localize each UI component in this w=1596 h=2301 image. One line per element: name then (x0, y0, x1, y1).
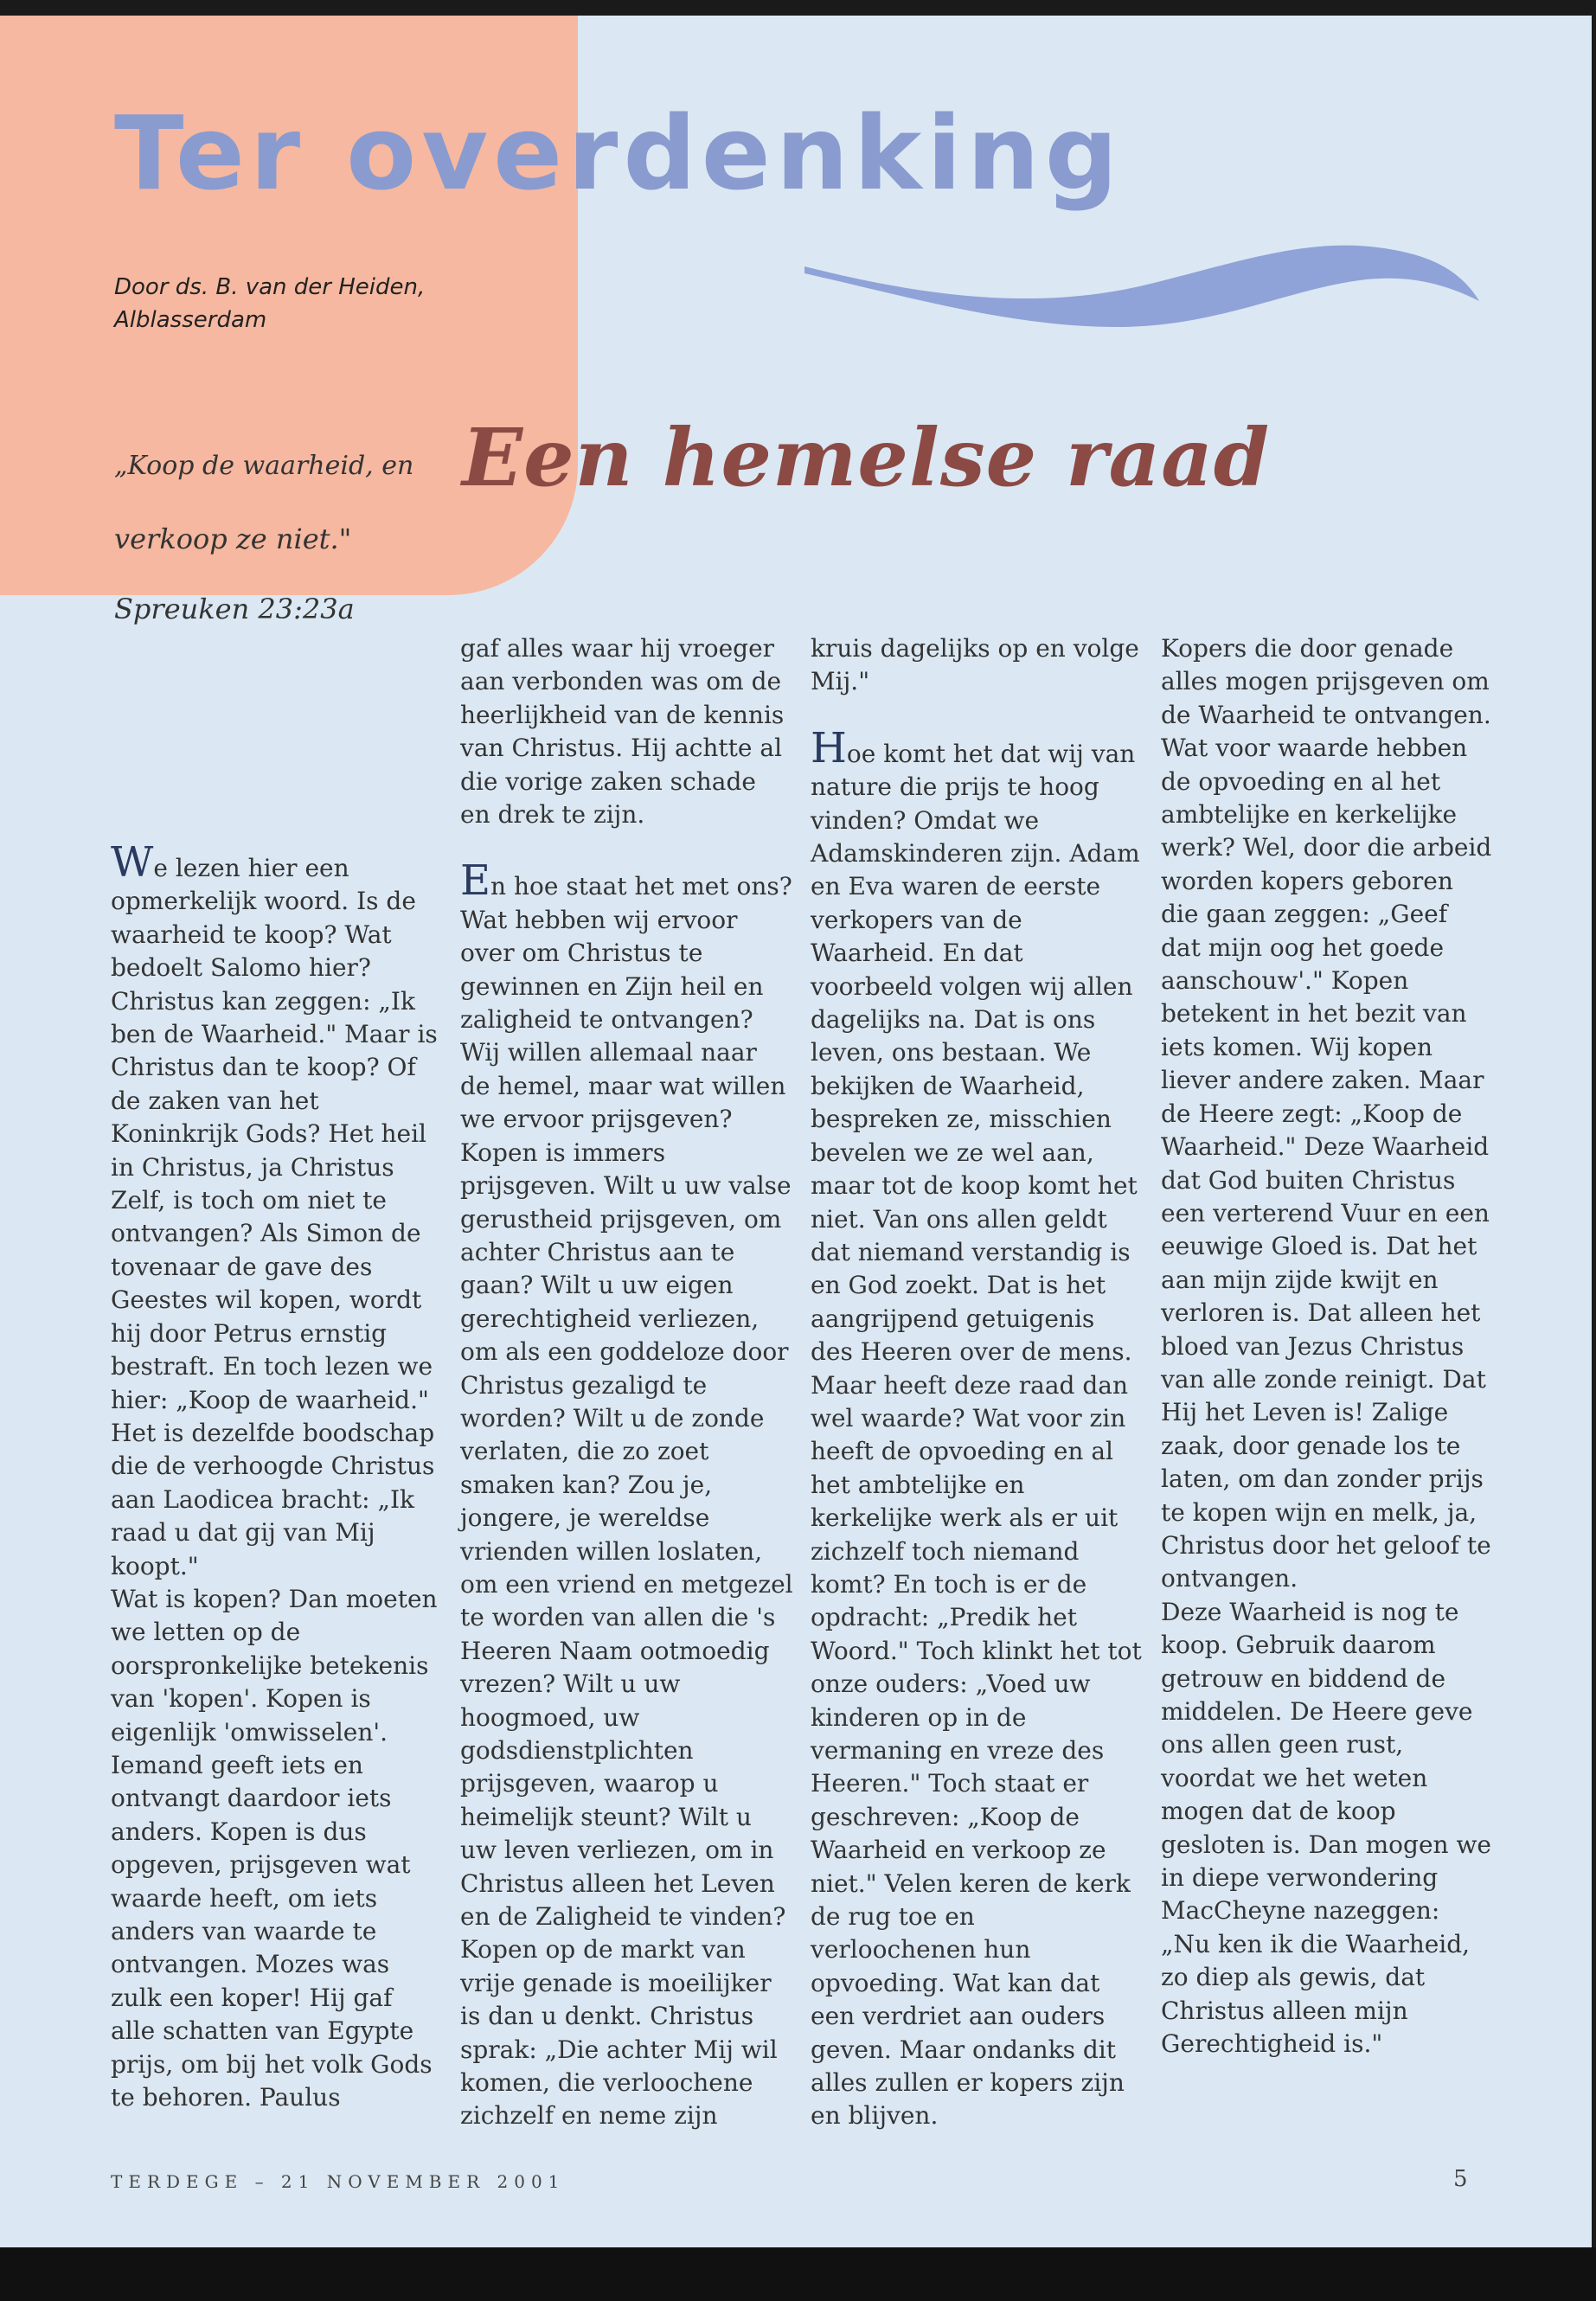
byline-author: Door ds. B. van der Heiden, (114, 274, 426, 300)
quote-source: Spreuken 23:23a (114, 593, 355, 625)
article-paragraph (811, 723, 1144, 1369)
quote-line-1: „Koop de waarheid, en (114, 451, 414, 481)
paragraph-text: Wat voor waarde hebben de opvoeding en al het ambtelijke en kerkelijke werk? Wel, door die arbeid worden kopers geboren die gaan zeggen: „Geef dat mijn oog het goede aanschouw'." Kopen betekent in het bezit van iets komen. Wij kopen liever andere zaken. Maar de Heere zegt: „Koop de Waarheid." Deze Waarheid dat God buiten Christus een verterend Vuur en een eeuwige Gloed is. Dat het aan mijn zijde kwijt en verloren is. Dat alleen het bloed van Jezus Christus van alle zonde reinigt. Dat Hij het Leven is! Zalige zaak, door genade los te laten, om dan zonder prijs te kopen wijn en melk, ja, Christus door het geloof te ontvangen. (1161, 734, 1492, 1593)
article-headline: Een hemelse raad (462, 411, 1271, 504)
article-paragraph (460, 632, 793, 831)
article-paragraph (1161, 1596, 1494, 2061)
article-paragraph (1161, 732, 1494, 1596)
article-column-3 (811, 632, 1144, 2133)
article-paragraph (111, 838, 444, 1583)
page-number: 5 (1453, 2166, 1468, 2192)
paragraph-text: kruis dagelijks op en volge Mij." (811, 634, 1139, 696)
publication-footer: TERDEGE – 21 NOVEMBER 2001 (111, 2171, 566, 2192)
article-paragraph (811, 632, 1144, 699)
article-column-1 (111, 838, 444, 2114)
article-paragraph (811, 1369, 1144, 2133)
paragraph-text: Deze Waarheid is nog te koop. Gebruik daarom getrouw en biddend de middelen. De Heere geve ons allen geen rust, voordat we het weten mogen dat de koop gesloten is. Dan mogen we in diepe verwondering MacCheyne nazeggen: „Nu ken ik die Waarheid, zo diep als gewis, dat Christus alleen mijn Gerechtigheid is." (1161, 1597, 1492, 2059)
quote-line-2: verkoop ze niet." (114, 522, 352, 555)
paragraph-text: gaf alles waar hij vroeger aan verbonden was om de heerlijkheid van de kennis van Christus. Hij achtte al die vorige zaken schade en drek te zijn. (460, 634, 785, 830)
drop-cap: E (460, 856, 491, 906)
paragraph-text: n hoe staat het met ons? Wat hebben wij ervoor over om Christus te gewinnen en Zijn heil en zaligheid te ontvangen? Wij willen allemaal naar de hemel, maar wat willen we ervoor prijsgeven? Kopen is immers prijsgeven. Wilt u uw valse gerustheid prijsgeven, om achter Christus aan te gaan? Wilt u uw eigen gerechtigheid verliezen, om als een goddeloze door Christus gezaligd te worden? Wilt u de zonde verlaten, die zo zoet smaken kan? Zou je, jongere, je wereldse vrienden willen loslaten, om een vriend en metgezel te worden van allen die 's Heeren Naam ootmoedig vrezen? Wilt u uw hoogmoed, uw godsdienstplichten prijsgeven, waarop u heimelijk steunt? Wilt u uw leven verliezen, om in Christus alleen het Leven en de Zaligheid te vinden? Kopen op de markt van vrije genade is moeilijker is dan u denkt. Christus sprak: „Die achter Mij wil komen, die verloochene zichzelf en neme zijn (460, 872, 793, 2131)
paragraph-text: Maar heeft deze raad dan wel waarde? Wat voor zin heeft de opvoeding en al het ambtelijke en kerkelijke werk als er uit zichzelf toch niemand komt? En toch is er de opdracht: „Predik het Woord." Toch klinkt het tot onze ouders: „Voed uw kinderen op in de vermaning en vreze des Heeren." Toch staat er geschreven: „Koop de Waarheid en verkoop ze niet." Velen keren de kerk de rug toe en verloochenen hun opvoeding. Wat kan dat een verdriet aan ouders geven. Maar ondanks dit alles zullen er kopers zijn en blijven. (811, 1370, 1142, 2131)
paragraph-text: Kopers die door genade alles mogen prijsgeven om de Waarheid te ontvangen. (1161, 634, 1491, 729)
article-paragraph (1161, 632, 1494, 732)
byline (114, 271, 425, 336)
wave-decoration-icon (804, 232, 1479, 336)
article-column-4 (1161, 632, 1494, 2061)
magazine-page (0, 16, 1592, 2247)
paragraph-text: Wat is kopen? Dan moeten we letten op de oorspronkelijke betekenis van 'kopen'. Kopen is eigenlijk 'omwisselen'. Iemand geeft iets en ontvangt daardoor iets anders. Kopen is dus opgeven, prijsgeven wat waarde heeft, om iets anders van waarde te ontvangen. Mozes was zulk een koper! Hij gaf alle schatten van Egypte prijs, om bij het volk Gods te behoren. Paulus (111, 1584, 438, 2112)
article-column-2 (460, 632, 793, 2133)
drop-cap: W (111, 838, 154, 887)
drop-cap: H (811, 723, 847, 772)
paragraph-text: e lezen hier een opmerkelijk woord. Is de waarheid te koop? Wat bedoelt Salomo hier? Christus kan zeggen: „Ik ben de Waarheid." Maar is Christus dan te koop? Of de zaken van het Koninkrijk Gods? Het heil in Christus, ja Christus Zelf, is toch om niet te ontvangen? Als Simon de tovenaar de gave des Geestes wil kopen, wordt hij door Petrus ernstig bestraft. En toch lezen we hier: „Koop de waarheid." Het is dezelfde boodschap die de verhoogde Christus aan Laodicea bracht: „Ik raad u dat gij van Mij koopt." (111, 854, 438, 1580)
scan-edge (0, 2247, 1596, 2301)
paragraph-text: oe komt het dat wij van nature die prijs te hoog vinden? Omdat we Adamskinderen zijn. Adam en Eva waren de eerste verkopers van de Waarheid. En dat voorbeeld volgen wij allen dagelijks na. Dat is ons leven, ons bestaan. We bekijken de Waarheid, bespreken ze, misschien bevelen we ze wel aan, maar tot de koop komt het niet. Van ons allen geldt dat niemand verstandig is en God zoekt. Dat is het aangrijpend getuigenis des Heeren over de mens. (811, 739, 1140, 1367)
article-paragraph (111, 1583, 444, 2115)
article-paragraph (460, 856, 793, 2132)
byline-location: Alblasserdam (114, 307, 267, 333)
intro-quote (114, 452, 413, 554)
section-title: Ter overdenking (114, 93, 1124, 213)
